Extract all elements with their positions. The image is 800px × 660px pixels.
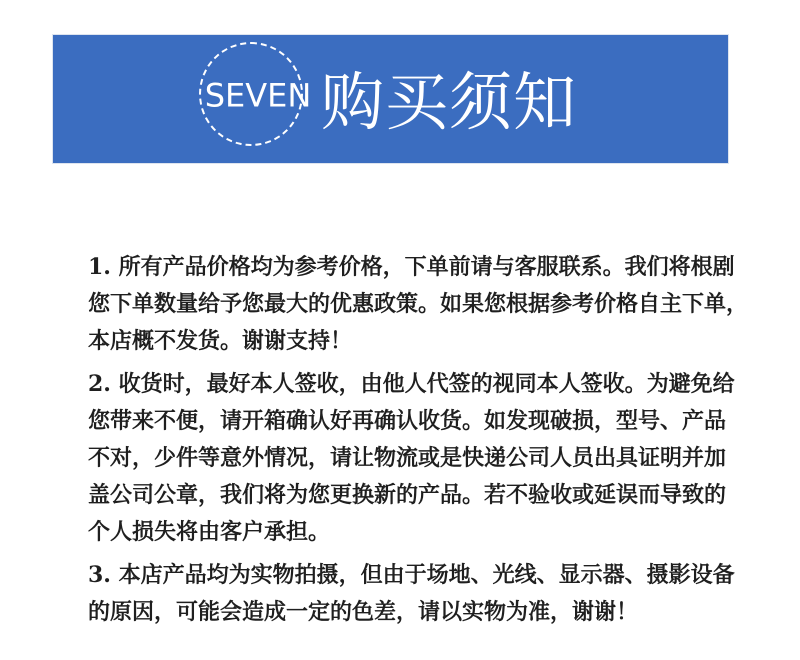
notice-line: 3. 本店产品均为实物拍摄，但由于场地、光线、显示器、摄影设备 [88,562,735,588]
notice-line: 本店概不发货。谢谢支持！ [88,328,353,354]
notice-line: 2. 收货时，最好本人签收，由他人代签的视同本人签收。为避免给 [88,371,735,397]
notice-line: 个人损失将由客户承担。 [88,519,331,545]
notice-line: 1. 所有产品价格均为参考价格，下单前请与客服联系。我们将根剧 [88,254,735,280]
notice-paragraph-2 [88,366,748,551]
notice-line: 您下单数量给予您最大的优惠政策。如果您根据参考价格自主下单， [88,291,749,317]
seven-logo-text: SEVEN [204,76,312,115]
banner-title: 购买须知 [321,66,577,139]
notice-line: 的原因，可能会造成一定的色差，请以实物为准，谢谢！ [88,599,639,625]
notice-paragraph-1 [88,249,748,360]
purchase-notice-banner [53,35,728,163]
notice-paragraph-3 [88,557,748,631]
notice-line: 您带来不便，请开箱确认好再确认收货。如发现破损，型号、产品 [88,408,727,434]
seven-logo-circle-icon [199,42,312,146]
notice-line: 盖公司公章，我们将为您更换新的产品。若不验收或延误而导致的 [88,482,727,508]
notice-line: 不对，少件等意外情况，请让物流或是快递公司人员出具证明并加 [88,445,727,471]
notice-section [88,249,748,631]
